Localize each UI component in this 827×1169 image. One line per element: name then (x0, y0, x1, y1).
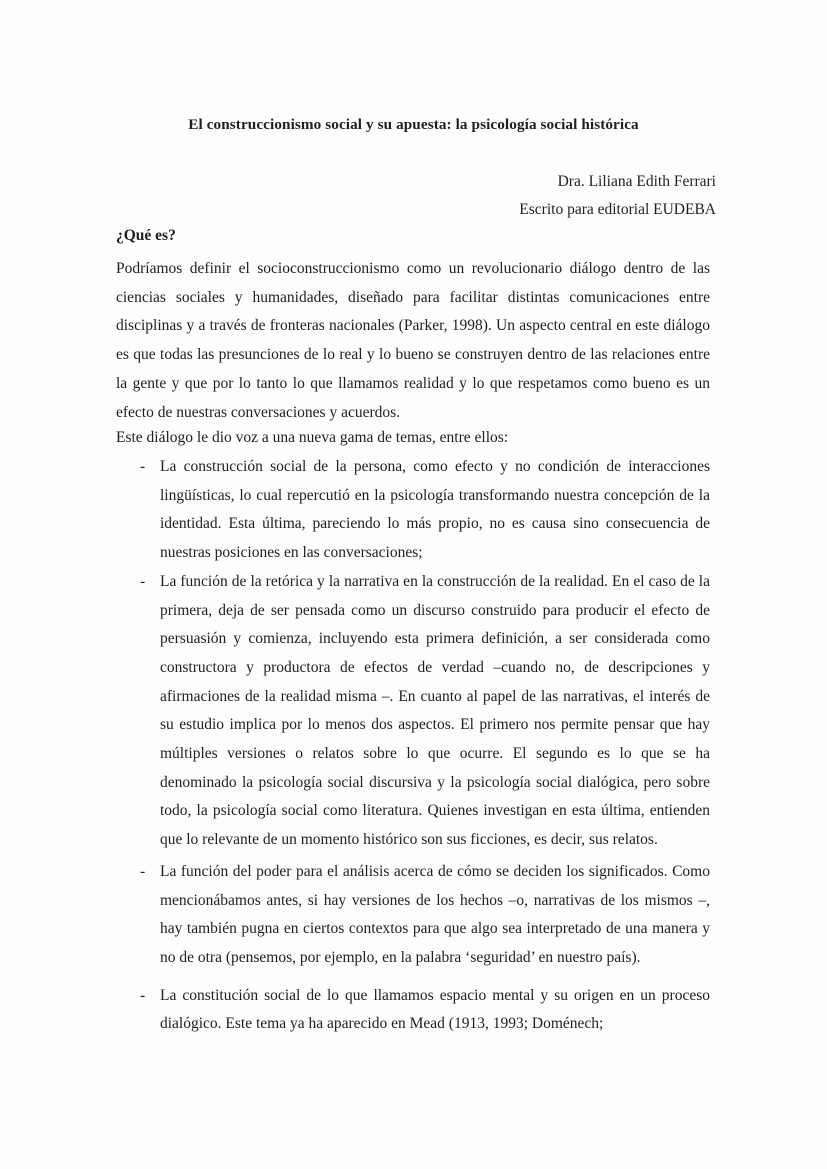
document-title: El construccionismo social y su apuesta: la psicología social histórica (188, 116, 639, 133)
bullet-dash: - (140, 458, 146, 475)
list-item (118, 858, 710, 973)
section-heading: ¿Qué es? (116, 227, 176, 244)
bullet-dash: - (140, 572, 146, 590)
list-intro: Este diálogo le dio voz a una nueva gama de temas, entre ellos: (116, 429, 509, 446)
intro-paragraph: Podríamos definir el socioconstruccionismo como un revolucionario diálogo dentro de las ciencias sociales y humanidades, diseñado para facilitar distintas comunicaciones entre disciplinas y a través de fronteras nacionales (Parker, 1998). Un aspecto central en este diálogo es que todas las presunciones de lo real y lo bueno se construyen dentro de las relaciones entre la gente y que por lo tanto lo que llamamos realidad y lo que respetamos como bueno es un efecto de nuestras conversaciones y acuerdos. (116, 260, 710, 421)
list-item (118, 982, 710, 1039)
list-item (118, 453, 710, 568)
list-item-text: La constitución social de lo que llamamos espacio mental y su origen en un proceso dialógico. Este tema ya ha aparecido en Mead (1913, 1993; Doménech; (160, 986, 710, 1033)
list-item (118, 568, 710, 855)
list-item-text: La construcción social de la persona, como efecto y no condición de interacciones lingüísticas, lo cual repercutió en la psicología transformando nuestra concepción de la identidad. Esta última, pareciendo lo más propio, no es causa sino consecuencia de nuestras posiciones en las conversaciones; (160, 458, 710, 562)
bullet-dash: - (140, 862, 146, 880)
publisher-note: Escrito para editorial EUDEBA (519, 201, 716, 218)
bullet-dash: - (140, 986, 146, 1004)
topic-list (118, 453, 710, 1039)
list-item-text: La función de la retórica y la narrativa en la construcción de la realidad. En el caso de la primera, deja de ser pensada como un discurso construido para producir el efecto de persuasión y comienza, incluyendo esta primera definición, a ser considerada como constructora y productora de efectos de verdad –cuando no, de descripciones y afirmaciones de la realidad misma –. En cuanto al papel de las narrativas, el interés de su estudio implica por lo menos dos aspectos. El primero nos permite pensar que hay múltiples versiones o relatos sobre lo que ocurre. El segundo es lo que se ha denominado la psicología social discursiva y la psicología social dialógica, pero sobre todo, la psicología social como literatura. Quienes investigan en esta última, entienden que lo relevante de un momento histórico son sus ficciones, es decir, sus relatos. (160, 572, 710, 849)
list-item-text: La función del poder para el análisis acerca de cómo se deciden los significados. Como mencionábamos antes, si hay versiones de los hechos –o, narrativas de los mismos –, hay también pugna en ciertos contextos para que algo sea interpretado de una manera y no de otra (pensemos, por ejemplo, en la palabra ‘seguridad’ en nuestro país). (160, 862, 710, 966)
author-name: Dra. Liliana Edith Ferrari (557, 173, 716, 190)
